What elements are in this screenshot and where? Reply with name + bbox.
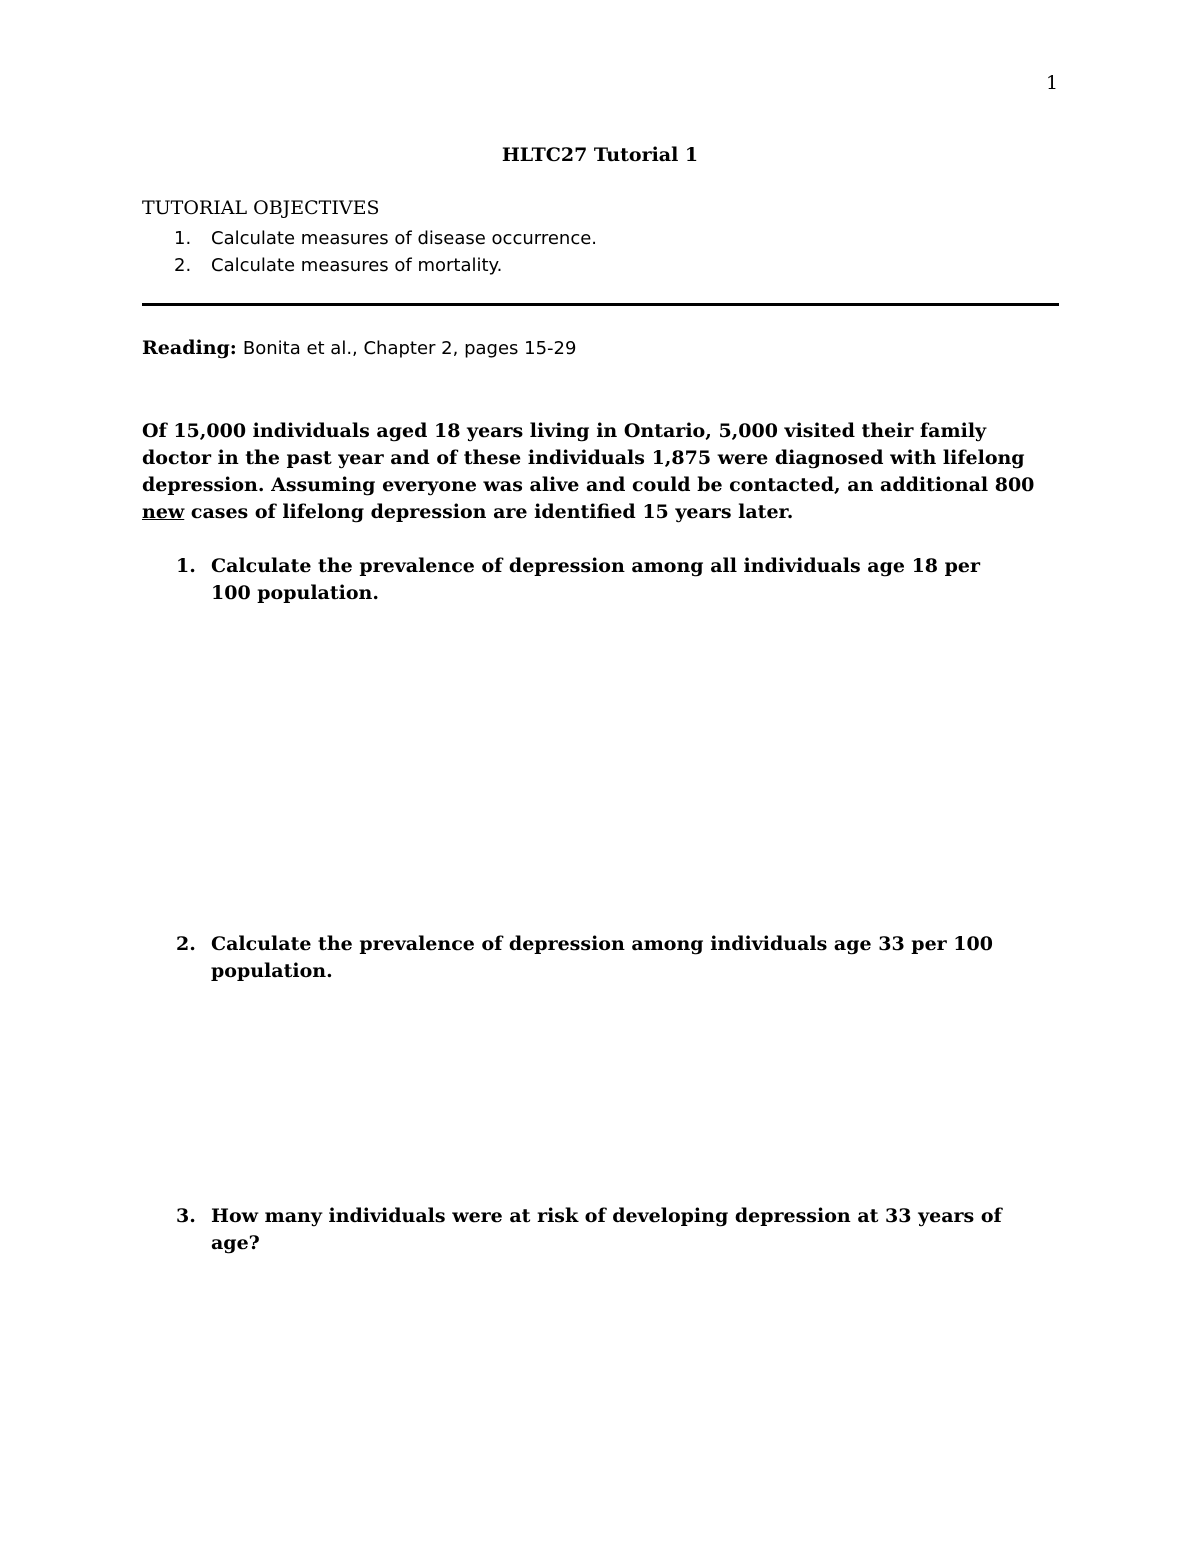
objective-number: 2. — [174, 255, 192, 276]
question-3 — [176, 1203, 1056, 1257]
intro-text-part2: cases of lifelong depression are identified 15 years later. — [184, 501, 794, 523]
question-1 — [176, 553, 996, 607]
intro-text-part1: Of 15,000 individuals aged 18 years living in Ontario, 5,000 visited their family doctor in the past year and of these individuals 1,875 were diagnosed with lifelong depression. Assuming everyone was alive and could be contacted, an additional 800 — [142, 420, 1035, 496]
intro-paragraph — [142, 418, 1059, 526]
objectives-list — [174, 225, 597, 279]
objective-text: Calculate measures of mortality. — [211, 255, 503, 276]
question-number: 1. — [176, 555, 196, 577]
question-text: How many individuals were at risk of developing depression at 33 years of age? — [211, 1205, 1002, 1254]
reading-line — [142, 337, 576, 359]
objective-item — [174, 225, 597, 252]
question-number: 2. — [176, 933, 196, 955]
page-number: 1 — [1046, 72, 1059, 94]
objective-item — [174, 252, 597, 279]
question-text: Calculate the prevalence of depression among all individuals age 18 per 100 population. — [211, 555, 981, 604]
question-number: 3. — [176, 1205, 196, 1227]
question-text: Calculate the prevalence of depression among individuals age 33 per 100 population. — [211, 933, 993, 982]
objective-text: Calculate measures of disease occurrence. — [211, 228, 598, 249]
document-title: HLTC27 Tutorial 1 — [501, 144, 699, 166]
reading-label: Reading: — [142, 337, 237, 359]
reading-text: Bonita et al., Chapter 2, pages 15-29 — [242, 338, 577, 359]
objective-number: 1. — [174, 228, 192, 249]
intro-underlined-word: new — [142, 501, 185, 523]
question-2 — [176, 931, 996, 985]
horizontal-divider — [142, 303, 1059, 306]
objectives-heading: TUTORIAL OBJECTIVES — [142, 197, 380, 219]
